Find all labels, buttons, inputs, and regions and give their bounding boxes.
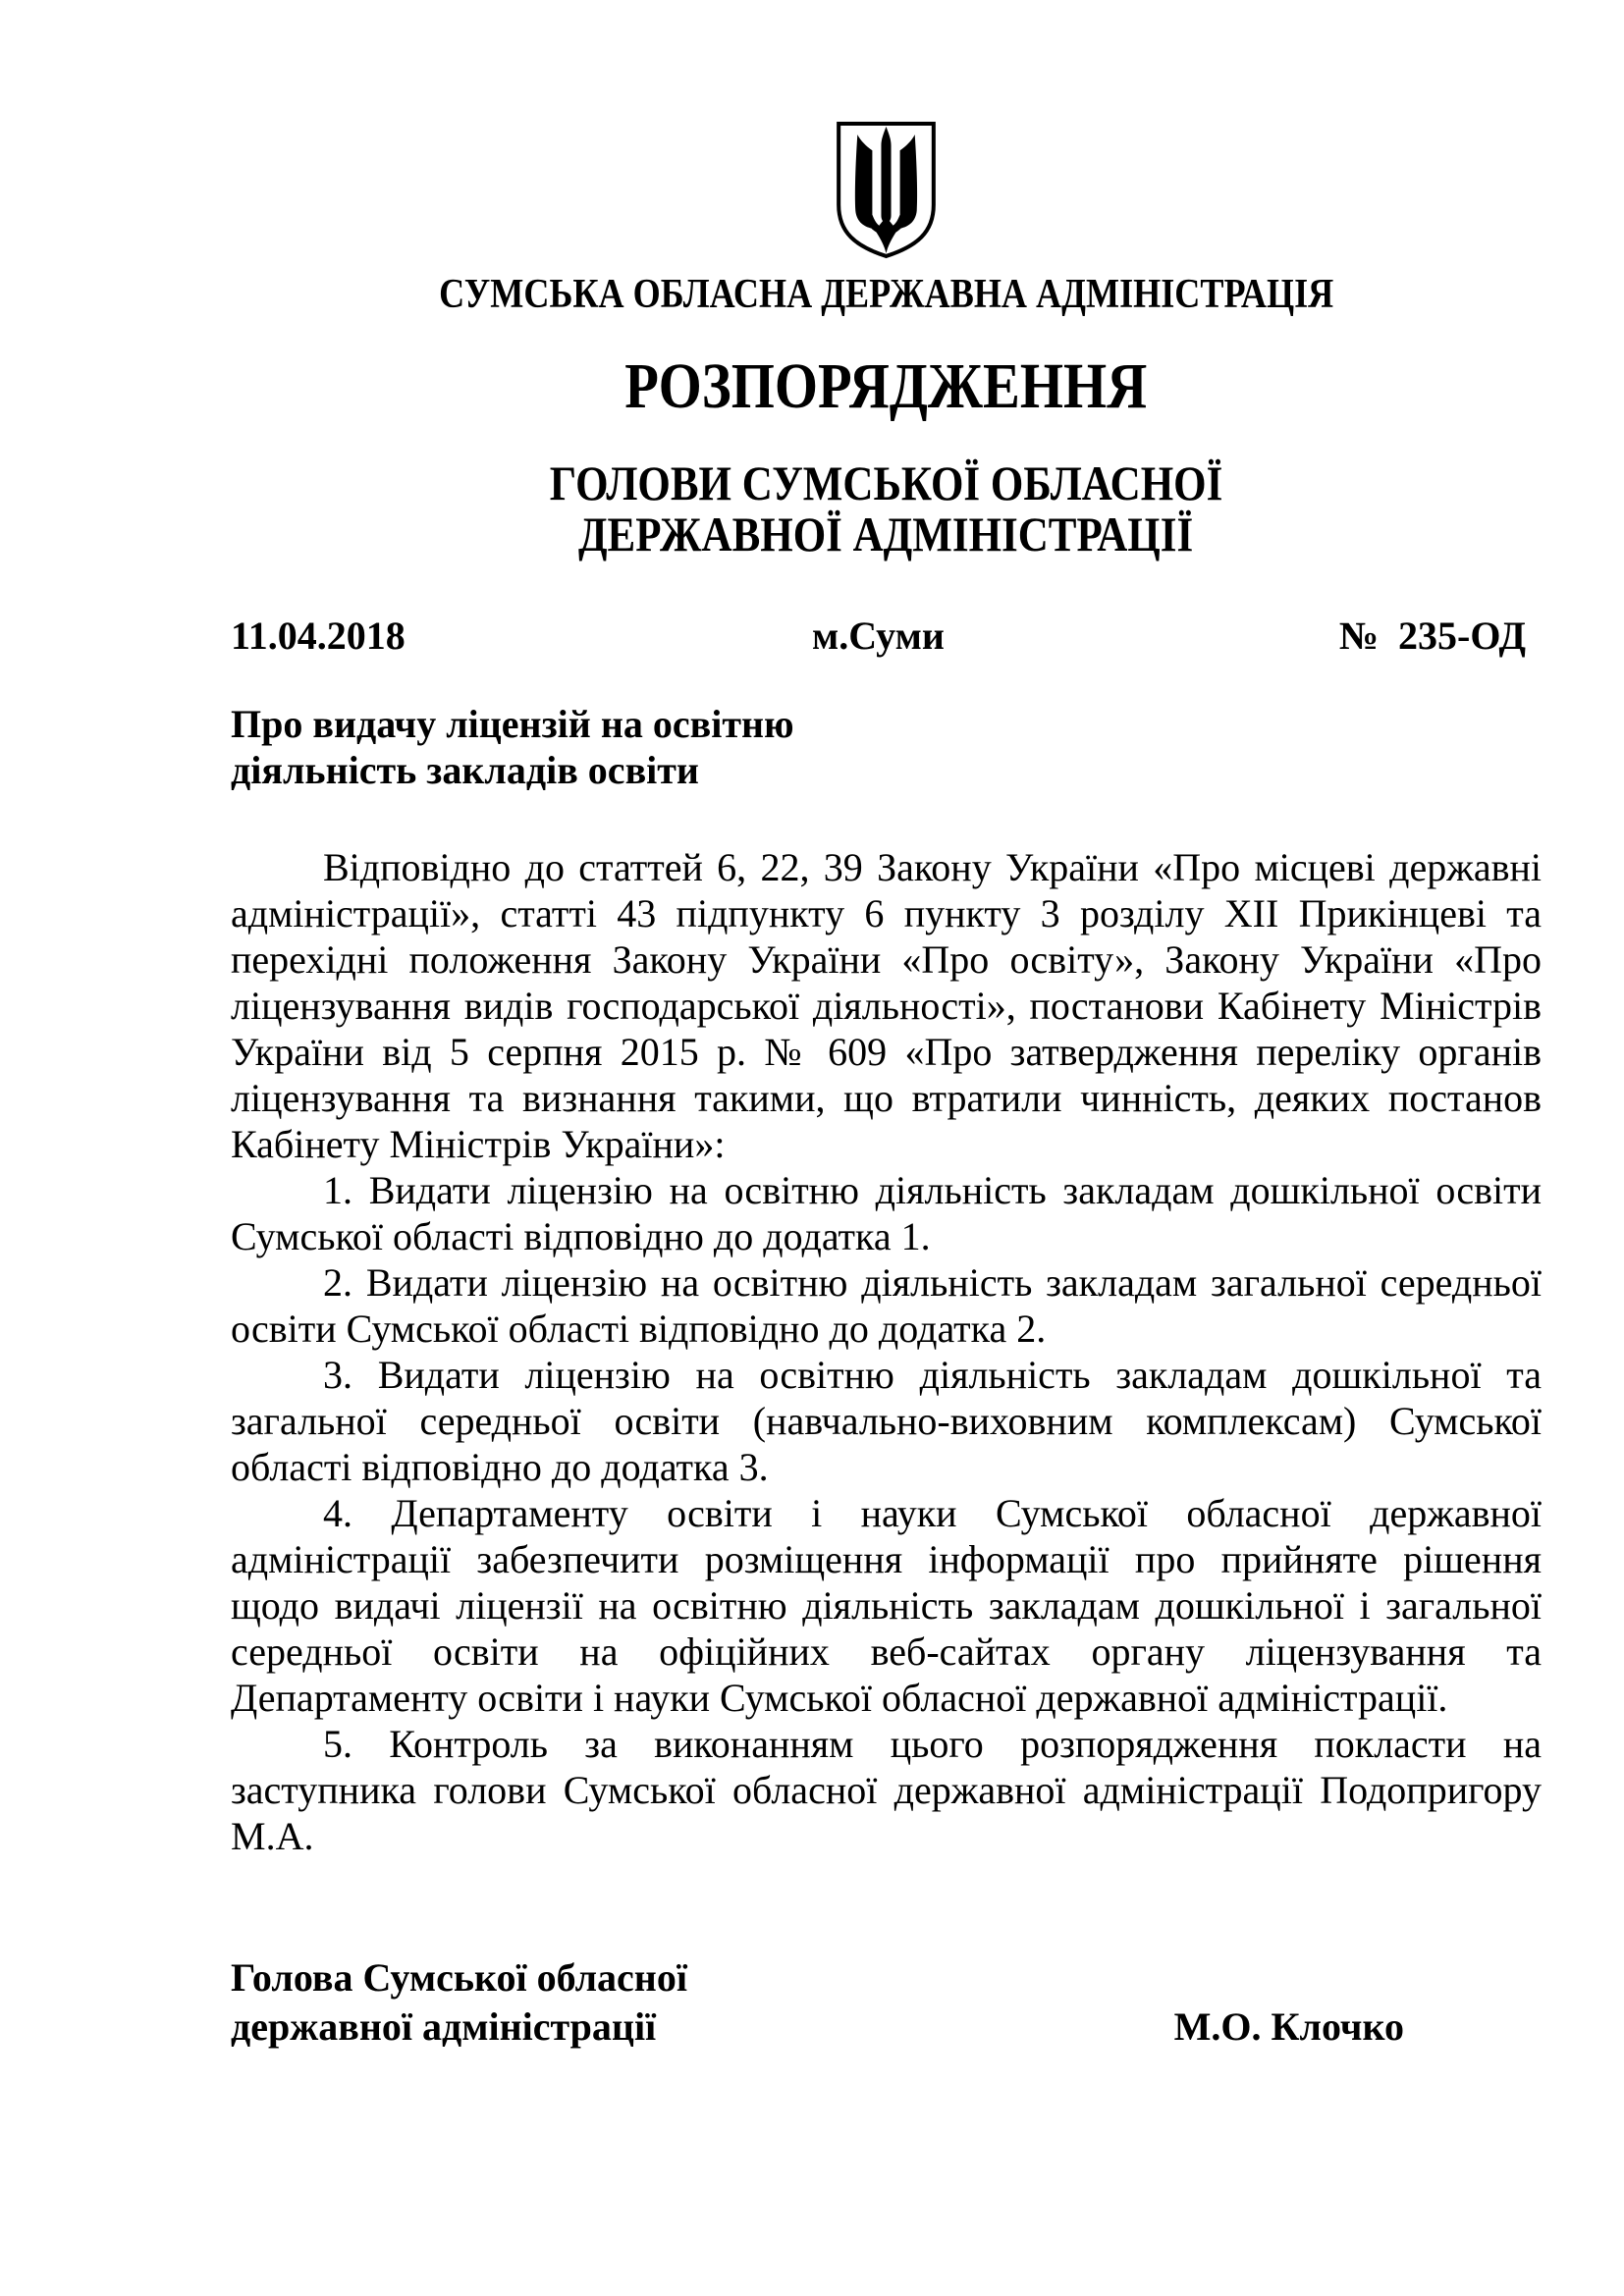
document-header	[231, 120, 1542, 560]
signatory-position-line-2: державної адміністрації	[231, 2004, 657, 2050]
signatory-position-line-1: Голова Сумської обласної	[231, 1955, 687, 2001]
organization-name-text: СУМСЬКА ОБЛАСНА ДЕРЖАВНА АДМІНІСТРАЦІЯ	[438, 272, 1334, 317]
body-paragraphs	[231, 844, 1542, 1859]
document-type-text: РОЗПОРЯДЖЕННЯ	[624, 350, 1148, 423]
body-paragraph: 3. Видати ліцензію на освітню діяльність закладам дошкільної та загальної середньої освіти (навчально-виховним комплексам) Сумської області відповідно до додатка 3.	[231, 1353, 1542, 1490]
document-place: м.Суми	[812, 614, 945, 659]
document-date: 11.04.2018	[231, 614, 406, 659]
body-paragraph: Відповідно до статтей 6, 22, 39 Закону України «Про місцеві державні адміністрації», статті 43 підпункту 6 пункту 3 розділу XII Прикінцеві та перехідні положення Закону України «Про освіту», Закону України «Про ліцензування видів господарської діяльності», постанови Кабінету Міністрів України від 5 серпня 2015 р. № 609 «Про затвердження переліку органів ліцензування та визнання такими, що втратили чинність, деяких постанов Кабінету Міністрів України»:	[231, 845, 1542, 1167]
emblem-container	[231, 120, 1542, 260]
signatory-name: М.О. Клочко	[1173, 2004, 1404, 2050]
organization-name	[231, 272, 1542, 317]
meta-row	[231, 614, 1542, 658]
issuer-line-1: ГОЛОВИ СУМСЬКОЇ ОБЛАСНОЇ	[549, 455, 1223, 511]
document-subject	[231, 701, 977, 793]
signature-block	[231, 1953, 1542, 2052]
body-paragraph: 5. Контроль за виконанням цього розпорядження покласти на заступника голови Сумської обласної державної адміністрації Подопригору М.А.	[231, 1722, 1542, 1859]
subject-line-1: Про видачу ліцензій на освітню	[231, 702, 794, 747]
signatory-position	[231, 1953, 687, 2052]
body-paragraph: 1. Видати ліцензію на освітню діяльність закладам дошкільної освіти Сумської області відповідно до додатка 1.	[231, 1168, 1542, 1259]
issuer-line-2: ДЕРЖАВНОЇ АДМІНІСТРАЦІЇ	[578, 507, 1194, 562]
body-paragraph: 2. Видати ліцензію на освітню діяльність закладам загальної середньої освіти Сумської області відповідно до додатка 2.	[231, 1260, 1542, 1352]
document-type-title	[231, 350, 1542, 423]
body-paragraph: 4. Департаменту освіти і науки Сумської обласної державної адміністрації забезпечити розміщення інформації про прийняте рішення щодо видачі ліцензії на освітню діяльність закладам дошкільної і загальної середньої освіти на офіційних веб-сайтах органу ліцензування та Департаменту освіти і науки Сумської обласної державної адміністрації.	[231, 1491, 1542, 1721]
document-number: № 235-ОД	[1338, 614, 1527, 659]
issuer-title	[231, 457, 1542, 560]
subject-line-2: діяльність закладів освіти	[231, 748, 699, 793]
ukraine-trident-emblem-icon	[834, 120, 939, 260]
